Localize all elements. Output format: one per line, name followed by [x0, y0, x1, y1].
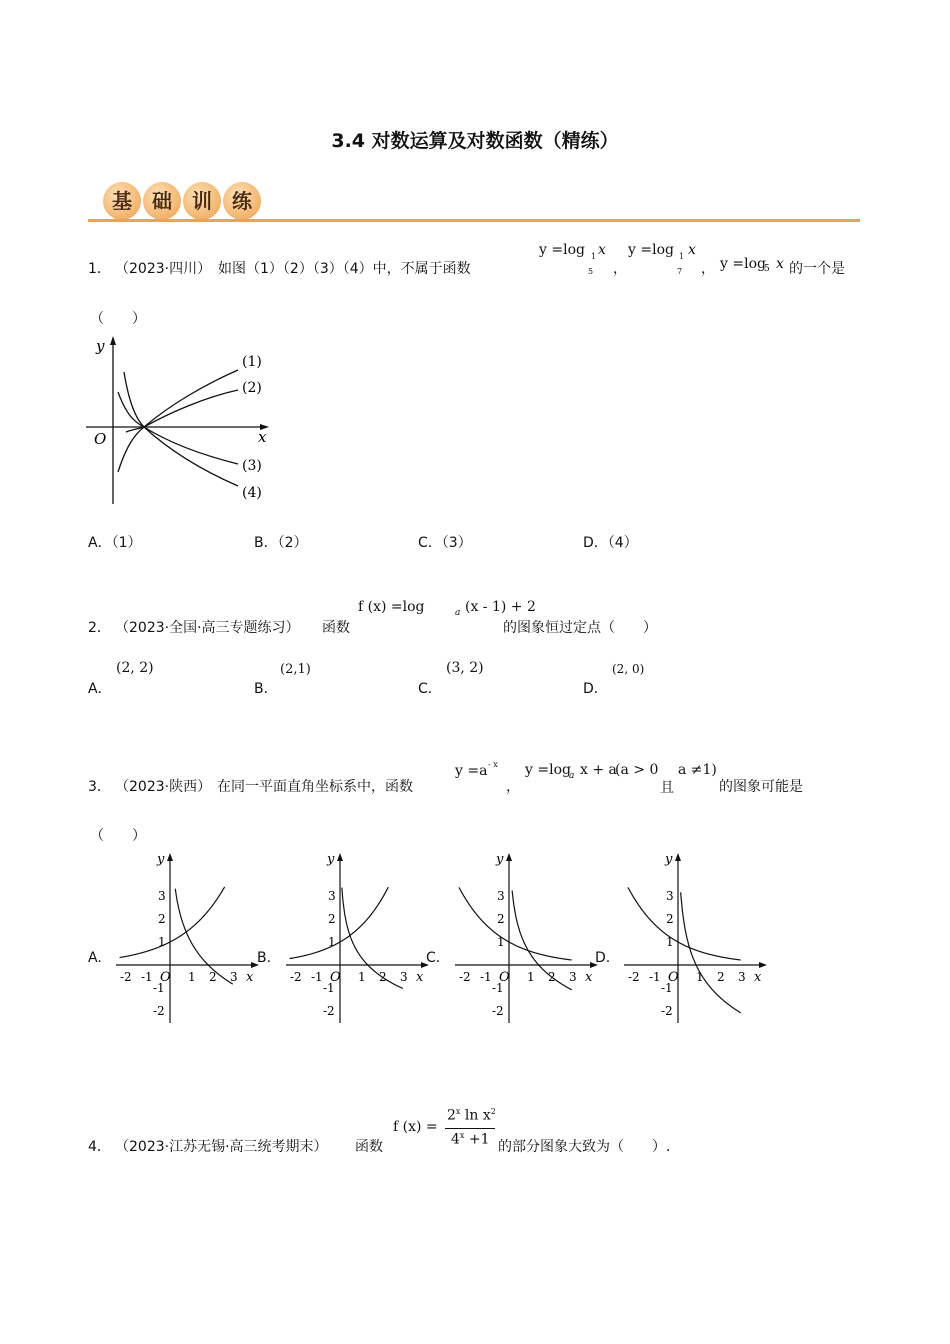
log-curve: [681, 892, 741, 1013]
question-source: （2023·四川）: [115, 261, 212, 277]
x-tick-label: 3: [230, 970, 238, 984]
question-number: 2．: [88, 620, 111, 636]
x-tick-label: 2: [717, 970, 725, 984]
origin-label: O: [499, 970, 510, 985]
x-tick-label: -2: [120, 970, 132, 984]
option-a-value: (2, 2): [116, 660, 154, 676]
question-source: （2023·全国·高三专题练习）: [115, 620, 300, 636]
axis-label-x: x: [585, 970, 593, 985]
x-tick-label: 2: [548, 970, 556, 984]
axis-label-x: x: [246, 970, 254, 985]
y-tick-label: 2: [158, 912, 166, 926]
fraction-bar: [445, 1128, 495, 1129]
question-text: 的一个是: [789, 261, 845, 277]
x-tick-label: -1: [311, 970, 323, 984]
question-source: （2023·陕西）: [115, 779, 212, 795]
axis-label-x: x: [416, 970, 424, 985]
log-base: a: [455, 608, 461, 618]
x-tick-label: 3: [400, 970, 408, 984]
question-text: 在同一平面直角坐标系中，函数: [217, 779, 413, 795]
y-tick-label: -1: [492, 981, 504, 995]
q3-graph-c: [451, 848, 601, 1028]
formula-log-5: y =log: [720, 256, 766, 272]
base-denominator: 7: [677, 267, 683, 276]
option-b[interactable]: B．（2）: [254, 535, 308, 551]
formula-log: y =log: [525, 762, 571, 778]
x-tick-label: 3: [738, 970, 746, 984]
origin-label: O: [94, 430, 107, 448]
axis-label-y: y: [157, 852, 165, 867]
origin-label: O: [330, 970, 341, 985]
x-tick-label: -2: [290, 970, 302, 984]
y-tick-label: -2: [492, 1004, 504, 1018]
option-c-value: (3, 2): [446, 660, 484, 676]
fraction-denominator: $4^x +1$: [451, 1131, 490, 1148]
banner-char: 训: [183, 182, 221, 220]
banner-char: 练: [223, 182, 261, 220]
y-tick-label: 2: [666, 912, 674, 926]
base-denominator: 5: [588, 267, 594, 276]
x-tick-label: -2: [628, 970, 640, 984]
condition: (a > 0: [615, 762, 659, 778]
y-tick-label: 3: [158, 889, 166, 903]
axis-label-y: y: [665, 852, 673, 867]
separator: ，: [506, 779, 520, 795]
y-tick-label: 1: [497, 935, 505, 949]
x-tick-label: 1: [188, 970, 196, 984]
log-curve: [175, 889, 233, 984]
exp-curve: [459, 887, 572, 960]
question-number: 4．: [88, 1139, 111, 1155]
x-tick-label: -2: [459, 970, 471, 984]
option-b[interactable]: B.: [257, 950, 272, 966]
question-text: 函数: [322, 620, 350, 636]
formula-f: f (x) =log: [358, 599, 425, 615]
log-base: a: [569, 771, 575, 781]
curve-label: (4): [242, 485, 262, 501]
question-text: 的图象可能是: [719, 779, 803, 795]
log-base: 5: [764, 264, 770, 274]
option-b-value: (2,1): [280, 662, 311, 677]
y-tick-label: 3: [666, 889, 674, 903]
origin-label: O: [668, 970, 679, 985]
question-text: 如图（1）（2）（3）（4）中，不属于函数: [218, 261, 471, 277]
exp-curve: [120, 887, 225, 958]
axis-label-x: x: [754, 970, 762, 985]
x-tick-label: -1: [141, 970, 153, 984]
x-tick-label: 2: [209, 970, 217, 984]
y-tick-label: 3: [328, 889, 336, 903]
x-arrow: [590, 962, 598, 968]
exponent: - x: [488, 760, 498, 769]
option-c[interactable]: C．: [418, 681, 442, 697]
option-a[interactable]: A．: [88, 681, 112, 697]
question-number: 3．: [88, 779, 111, 795]
option-b[interactable]: B．: [254, 681, 278, 697]
q1-graph: [86, 332, 276, 510]
separator: ，: [701, 261, 715, 277]
answer-paren: （ ）: [90, 828, 146, 844]
formula-log-1-5: y =log: [539, 242, 585, 258]
axis-label-y: y: [496, 852, 504, 867]
option-d[interactable]: D．（4）: [583, 535, 638, 551]
option-d[interactable]: D.: [595, 950, 611, 966]
curve-label: (1): [242, 354, 262, 370]
exp-curve: [290, 887, 389, 959]
base-numerator: 1: [679, 252, 685, 261]
y-tick-label: 1: [158, 935, 166, 949]
question-text: 函数: [355, 1139, 383, 1155]
formula-f: f (x) =: [393, 1119, 438, 1135]
y-tick-label: 2: [328, 912, 336, 926]
question-text: 的部分图象大致为（ ）.: [498, 1139, 671, 1155]
x-tick-label: -1: [649, 970, 661, 984]
question-number: 1．: [88, 261, 111, 277]
y-tick-label: 3: [497, 889, 505, 903]
axis-label-x: x: [258, 428, 267, 446]
x-tick-label: 1: [358, 970, 366, 984]
axis-label-y: y: [327, 852, 335, 867]
formula-var: x: [598, 242, 606, 258]
q3-graph-d: [620, 848, 770, 1028]
y-tick-label: -2: [323, 1004, 335, 1018]
x-tick-label: 1: [696, 970, 704, 984]
origin-label: O: [160, 970, 171, 985]
conjunction: 且: [660, 780, 674, 796]
option-c[interactable]: C．（3）: [418, 535, 472, 551]
log-curve: [342, 888, 403, 989]
y-tick-label: -1: [153, 981, 165, 995]
formula-log-1-7: y =log: [628, 242, 674, 258]
option-d[interactable]: D．: [583, 681, 608, 697]
x-tick-label: 1: [527, 970, 535, 984]
y-tick-label: -1: [323, 981, 335, 995]
x-tick-label: 3: [569, 970, 577, 984]
y-arrow: [675, 853, 681, 861]
log-curve: [512, 891, 572, 990]
banner-char: 基: [103, 182, 141, 220]
x-arrow: [759, 962, 767, 968]
fraction-numerator: 2$^x$ $\ln x^2$: [447, 1107, 496, 1124]
condition: a ≠1): [678, 762, 717, 778]
y-tick-label: -2: [153, 1004, 165, 1018]
separator: ，: [613, 261, 627, 277]
x-arrow: [421, 962, 429, 968]
answer-paren: （ ）: [90, 311, 146, 327]
curve-label: (3): [242, 458, 262, 474]
axis-label-y: y: [96, 337, 105, 355]
formula-exp: y =a: [455, 763, 488, 779]
formula-f-rhs: (x - 1) + 2: [465, 599, 536, 615]
q3-graph-a: [112, 848, 262, 1028]
y-arrow: [110, 336, 116, 345]
curve-label: (2): [242, 380, 262, 396]
x-tick-label: -1: [480, 970, 492, 984]
formula-log-rest: x + a: [580, 762, 617, 778]
question-text: 的图象恒过定点（ ）: [503, 620, 657, 636]
option-d-value: (2, 0): [612, 662, 645, 676]
banner-char: 础: [143, 182, 181, 220]
y-arrow: [506, 853, 512, 861]
y-arrow: [337, 853, 343, 861]
page-title: 3.4 对数运算及对数函数（精练）: [331, 130, 619, 152]
formula-var: x: [688, 242, 696, 258]
y-tick-label: 1: [328, 935, 336, 949]
option-a[interactable]: A.: [88, 950, 102, 966]
base-numerator: 1: [591, 252, 597, 261]
section-banner: [103, 182, 263, 220]
question-source: （2023·江苏无锡·高三统考期末）: [115, 1139, 328, 1155]
section-divider: [88, 219, 860, 222]
option-a[interactable]: A．（1）: [88, 535, 142, 551]
y-tick-label: -1: [661, 981, 673, 995]
x-tick-label: 2: [379, 970, 387, 984]
option-c[interactable]: C.: [426, 950, 441, 966]
y-tick-label: -2: [661, 1004, 673, 1018]
y-tick-label: 1: [666, 935, 674, 949]
y-tick-label: 2: [497, 912, 505, 926]
x-arrow: [251, 962, 259, 968]
q3-graph-b: [282, 848, 432, 1028]
y-arrow: [167, 853, 173, 861]
formula-var: x: [776, 256, 784, 272]
